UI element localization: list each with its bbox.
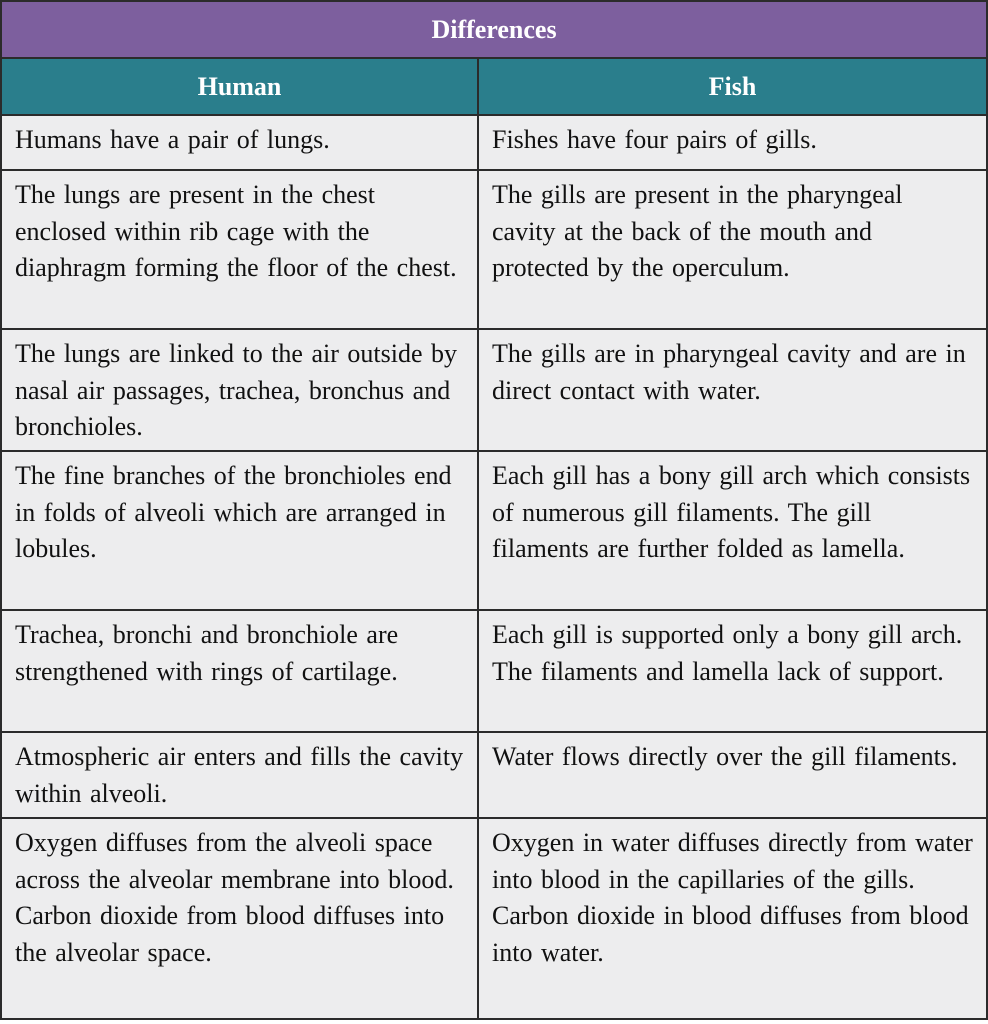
table-title: Differences — [2, 2, 986, 58]
table-row — [2, 115, 986, 170]
cell-fish: The gills are present in the pharyngeal cavity at the back of the mouth and protected by the operculum. — [478, 170, 986, 329]
cell-fish: The gills are in pharyngeal cavity and are in direct contact with water. — [478, 329, 986, 451]
header-human: Human — [2, 58, 478, 115]
cell-human: Trachea, bronchi and bronchiole are strengthened with rings of cartilage. — [2, 610, 478, 732]
title-row — [2, 2, 986, 58]
cell-human: The lungs are present in the chest enclosed within rib cage with the diaphragm forming the floor of the chest. — [2, 170, 478, 329]
header-fish: Fish — [478, 58, 986, 115]
cell-fish: Water flows directly over the gill filaments. — [478, 732, 986, 818]
table-row — [2, 451, 986, 610]
cell-human: The fine branches of the bronchioles end in folds of alveoli which are arranged in lobules. — [2, 451, 478, 610]
header-row — [2, 58, 986, 115]
table-row — [2, 732, 986, 818]
cell-human: Oxygen diffuses from the alveoli space across the alveolar membrane into blood. Carbon dioxide from blood diffuses into the alveolar space. — [2, 818, 478, 1018]
table-row — [2, 329, 986, 451]
table-row — [2, 818, 986, 1018]
cell-fish: Oxygen in water diffuses directly from water into blood in the capillaries of the gills. Carbon dioxide in blood diffuses from blood into water. — [478, 818, 986, 1018]
cell-human: Atmospheric air enters and fills the cavity within alveoli. — [2, 732, 478, 818]
table-row — [2, 170, 986, 329]
cell-fish: Fishes have four pairs of gills. — [478, 115, 986, 170]
cell-fish: Each gill is supported only a bony gill arch. The filaments and lamella lack of support. — [478, 610, 986, 732]
cell-human: The lungs are linked to the air outside by nasal air passages, trachea, bronchus and bronchioles. — [2, 329, 478, 451]
differences-table — [2, 2, 986, 1018]
cell-fish: Each gill has a bony gill arch which consists of numerous gill filaments. The gill filaments are further folded as lamella. — [478, 451, 986, 610]
table-row — [2, 610, 986, 732]
cell-human: Humans have a pair of lungs. — [2, 115, 478, 170]
